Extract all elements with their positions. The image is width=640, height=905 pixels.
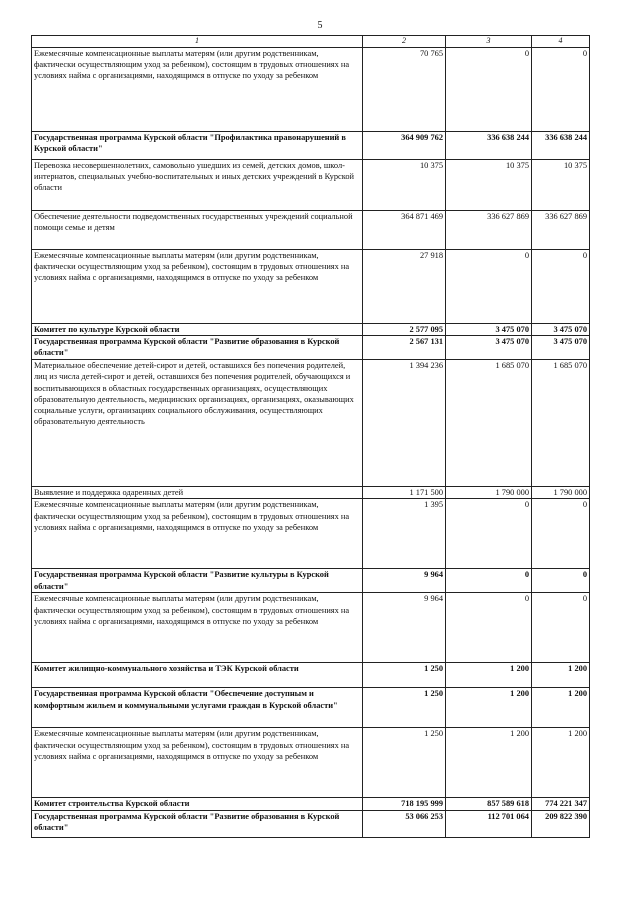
row-value-1: 27 918 bbox=[363, 250, 446, 324]
row-value-3: 774 221 347 bbox=[532, 798, 590, 810]
table-row bbox=[32, 250, 590, 324]
row-value-2: 336 638 244 bbox=[446, 132, 532, 160]
row-name: Комитет строительства Курской области bbox=[32, 798, 363, 810]
row-value-2: 1 200 bbox=[446, 728, 532, 798]
table-row bbox=[32, 569, 590, 593]
row-value-2: 0 bbox=[446, 569, 532, 593]
row-value-2: 10 375 bbox=[446, 160, 532, 211]
row-value-3: 10 375 bbox=[532, 160, 590, 211]
table-row bbox=[32, 160, 590, 211]
page-number: 5 bbox=[317, 20, 323, 31]
header-cell: 1 bbox=[32, 36, 363, 48]
row-value-1: 1 250 bbox=[363, 688, 446, 728]
table-row bbox=[32, 132, 590, 160]
row-value-1: 9 964 bbox=[363, 569, 446, 593]
row-value-3: 3 475 070 bbox=[532, 324, 590, 336]
row-name: Материальное обеспечение детей-сирот и детей, оставшихся без попечения родителей, лиц из числа детей-сирот и детей, оставшихся без попечения родителей, обучающихся и воспитывающихся в областных государственных организациях, осуществляющих образовательную деятельность, медицинских организациях, организациях, оказывающих социальные услуги, организациях социального обслуживания, осуществляющих образовательную деятельность bbox=[32, 360, 363, 487]
header-cell: 3 bbox=[446, 36, 532, 48]
row-value-3: 1 200 bbox=[532, 688, 590, 728]
row-name: Государственная программа Курской области "Развитие культуры в Курской области" bbox=[32, 569, 363, 593]
budget-table bbox=[31, 35, 590, 838]
table-row bbox=[32, 798, 590, 810]
row-value-2: 112 701 064 bbox=[446, 810, 532, 837]
row-value-3: 209 822 390 bbox=[532, 810, 590, 837]
row-value-2: 0 bbox=[446, 593, 532, 663]
row-name: Государственная программа Курской области "Развитие образования в Курской области" bbox=[32, 810, 363, 837]
row-name: Государственная программа Курской области "Профилактика правонарушений в Курской области" bbox=[32, 132, 363, 160]
row-name: Государственная программа Курской области "Развитие образования в Курской области" bbox=[32, 336, 363, 360]
row-value-1: 9 964 bbox=[363, 593, 446, 663]
header-cell: 4 bbox=[532, 36, 590, 48]
row-name: Ежемесячные компенсационные выплаты матерям (или другим родственникам, фактически осуществляющим уход за ребенком), состоящим в трудовых отношениях на условиях найма с организациями, находящимся в отпуске по уходу за ребенком bbox=[32, 250, 363, 324]
row-value-3: 0 bbox=[532, 499, 590, 569]
row-value-2: 857 589 618 bbox=[446, 798, 532, 810]
row-name: Комитет жилищно-коммунального хозяйства и ТЭК Курской области bbox=[32, 663, 363, 688]
table-row bbox=[32, 211, 590, 250]
row-value-2: 0 bbox=[446, 250, 532, 324]
row-value-1: 364 909 762 bbox=[363, 132, 446, 160]
row-value-3: 0 bbox=[532, 48, 590, 132]
table-row bbox=[32, 663, 590, 688]
row-value-3: 1 685 070 bbox=[532, 360, 590, 487]
row-name: Обеспечение деятельности подведомственных государственных учреждений социальной помощи семье и детям bbox=[32, 211, 363, 250]
row-name: Ежемесячные компенсационные выплаты матерям (или другим родственникам, фактически осуществляющим уход за ребенком), состоящим в трудовых отношениях на условиях найма с организациями, находящимся в отпуске по уходу за ребенком bbox=[32, 728, 363, 798]
row-value-1: 1 250 bbox=[363, 728, 446, 798]
row-value-1: 53 066 253 bbox=[363, 810, 446, 837]
row-value-1: 1 171 500 bbox=[363, 487, 446, 499]
row-value-3: 1 200 bbox=[532, 663, 590, 688]
row-value-2: 1 685 070 bbox=[446, 360, 532, 487]
table-row bbox=[32, 499, 590, 569]
row-value-2: 1 790 000 bbox=[446, 487, 532, 499]
row-name: Ежемесячные компенсационные выплаты матерям (или другим родственникам, фактически осуществляющим уход за ребенком), состоящим в трудовых отношениях на условиях найма с организациями, находящимся в отпуске по уходу за ребенком bbox=[32, 48, 363, 132]
row-value-3: 0 bbox=[532, 250, 590, 324]
table-row bbox=[32, 810, 590, 837]
row-value-1: 364 871 469 bbox=[363, 211, 446, 250]
row-value-1: 1 394 236 bbox=[363, 360, 446, 487]
header-cell: 2 bbox=[363, 36, 446, 48]
row-name: Перевозка несовершеннолетних, самовольно ушедших из семей, детских домов, школ-интернатов, специальных учебно-воспитательных и иных детских учреждений в Курской области bbox=[32, 160, 363, 211]
table-row bbox=[32, 360, 590, 487]
row-value-1: 2 577 095 bbox=[363, 324, 446, 336]
row-value-1: 1 250 bbox=[363, 663, 446, 688]
table-row bbox=[32, 728, 590, 798]
row-value-2: 1 200 bbox=[446, 663, 532, 688]
row-value-3: 1 200 bbox=[532, 728, 590, 798]
row-value-3: 336 627 869 bbox=[532, 211, 590, 250]
row-value-3: 0 bbox=[532, 593, 590, 663]
table-row bbox=[32, 48, 590, 132]
table-row bbox=[32, 336, 590, 360]
row-value-1: 10 375 bbox=[363, 160, 446, 211]
row-value-1: 2 567 131 bbox=[363, 336, 446, 360]
row-name: Ежемесячные компенсационные выплаты матерям (или другим родственникам, фактически осуществляющим уход за ребенком), состоящим в трудовых отношениях на условиях найма с организациями, находящимся в отпуске по уходу за ребенком bbox=[32, 593, 363, 663]
table-row bbox=[32, 324, 590, 336]
row-value-2: 0 bbox=[446, 499, 532, 569]
table-row bbox=[32, 487, 590, 499]
row-name: Государственная программа Курской области "Обеспечение доступным и комфортным жильем и коммунальными услугами граждан в Курской области" bbox=[32, 688, 363, 728]
row-value-1: 70 765 bbox=[363, 48, 446, 132]
table-header-row bbox=[32, 36, 590, 48]
row-value-1: 718 195 999 bbox=[363, 798, 446, 810]
table-row bbox=[32, 688, 590, 728]
row-value-2: 3 475 070 bbox=[446, 336, 532, 360]
row-value-3: 336 638 244 bbox=[532, 132, 590, 160]
row-value-3: 1 790 000 bbox=[532, 487, 590, 499]
row-value-3: 3 475 070 bbox=[532, 336, 590, 360]
row-value-2: 3 475 070 bbox=[446, 324, 532, 336]
row-name: Выявление и поддержка одаренных детей bbox=[32, 487, 363, 499]
row-name: Ежемесячные компенсационные выплаты матерям (или другим родственникам, фактически осуществляющим уход за ребенком), состоящим в трудовых отношениях на условиях найма с организациями, находящимся в отпуске по уходу за ребенком bbox=[32, 499, 363, 569]
row-value-2: 1 200 bbox=[446, 688, 532, 728]
table-row bbox=[32, 593, 590, 663]
row-value-2: 0 bbox=[446, 48, 532, 132]
row-value-1: 1 395 bbox=[363, 499, 446, 569]
row-name: Комитет по культуре Курской области bbox=[32, 324, 363, 336]
row-value-2: 336 627 869 bbox=[446, 211, 532, 250]
row-value-3: 0 bbox=[532, 569, 590, 593]
